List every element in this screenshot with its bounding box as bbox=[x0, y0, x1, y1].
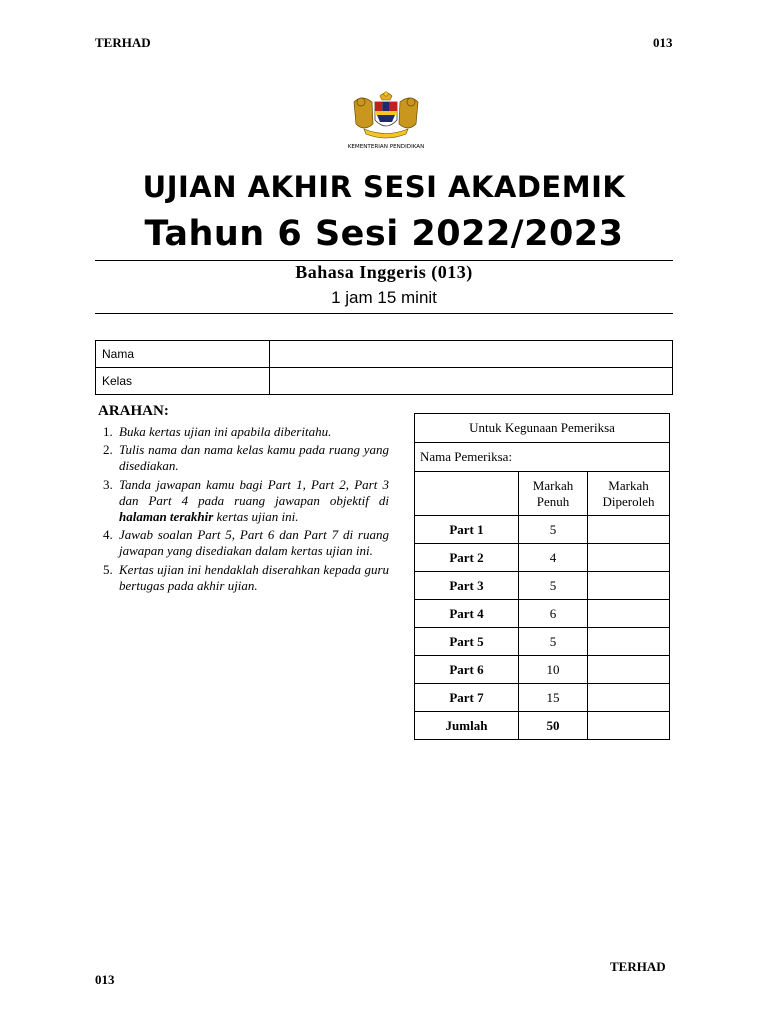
header-subject-code: 013 bbox=[653, 35, 673, 50]
instruction-item: 5. Kertas ujian ini hendaklah diserahkan kepada guru bertugas pada akhir ujian. bbox=[103, 561, 389, 593]
ministry-logo bbox=[342, 88, 430, 150]
table-row: Part 6 10 bbox=[415, 656, 670, 684]
instructions-heading: ARAHAN: bbox=[98, 403, 169, 419]
title-divider-bottom bbox=[95, 313, 673, 314]
exam-duration: 1 jam 15 minit bbox=[331, 288, 437, 307]
marks-obtained-cell[interactable] bbox=[588, 516, 670, 544]
instruction-item: 1. Buka kertas ujian ini apabila diberitahu. bbox=[103, 424, 332, 439]
header-restricted-label: TERHAD bbox=[95, 35, 151, 50]
total-label: Jumlah bbox=[415, 712, 519, 740]
table-row: Part 5 5 bbox=[415, 628, 670, 656]
exam-title: UJIAN AKHIR SESI AKADEMIK bbox=[142, 170, 626, 204]
class-label: Kelas bbox=[96, 368, 270, 395]
instruction-item: 2. Tulis nama dan nama kelas kamu pada ruang yang disediakan. bbox=[103, 442, 389, 474]
marks-obtained-cell[interactable] bbox=[588, 628, 670, 656]
coat-of-arms-icon bbox=[342, 88, 430, 150]
subject-name: Bahasa Inggeris (013) bbox=[295, 262, 473, 282]
table-row: Part 3 5 bbox=[415, 572, 670, 600]
instructions-list bbox=[103, 424, 389, 596]
marks-obtained-cell[interactable] bbox=[588, 544, 670, 572]
marks-obtained-cell[interactable] bbox=[588, 656, 670, 684]
footer-subject-code: 013 bbox=[95, 972, 115, 987]
title-divider-top bbox=[95, 260, 673, 261]
marks-obtained-cell[interactable] bbox=[588, 684, 670, 712]
exam-year-session: Tahun 6 Sesi 2022/2023 bbox=[144, 214, 624, 254]
table-row: Part 1 5 bbox=[415, 516, 670, 544]
total-obtained-cell[interactable] bbox=[588, 712, 670, 740]
name-label: Nama bbox=[96, 341, 270, 368]
total-row bbox=[415, 712, 670, 740]
examiner-use-title: Untuk Kegunaan Pemeriksa bbox=[415, 414, 670, 443]
examiner-marks-table bbox=[414, 413, 670, 740]
student-info-table bbox=[95, 340, 673, 395]
marks-obtained-cell[interactable] bbox=[588, 600, 670, 628]
col-full-marks: Markah Penuh bbox=[519, 472, 588, 516]
table-row: Part 4 6 bbox=[415, 600, 670, 628]
instruction-item: 3. Tanda jawapan kamu bagi Part 1, Part 2, Part 3 dan Part 4 pada ruang jawapan objektif di halaman terakhir kertas ujian ini. bbox=[103, 476, 389, 525]
emphasis-last-page: halaman terakhir bbox=[119, 509, 214, 525]
table-row: Part 2 4 bbox=[415, 544, 670, 572]
name-field[interactable] bbox=[270, 341, 673, 368]
class-field[interactable] bbox=[270, 368, 673, 395]
logo-caption: KEMENTERIAN PENDIDIKAN bbox=[347, 144, 425, 150]
instruction-item: 4. Jawab soalan Part 5, Part 6 dan Part 7 di ruang jawapan yang disediakan dalam kertas ujian ini. bbox=[103, 527, 389, 559]
table-row: Part 7 15 bbox=[415, 684, 670, 712]
total-full-marks: 50 bbox=[519, 712, 588, 740]
col-marks-obtained: Markah Diperoleh bbox=[588, 472, 670, 516]
marks-obtained-cell[interactable] bbox=[588, 572, 670, 600]
examiner-name-field[interactable]: Nama Pemeriksa: bbox=[415, 443, 670, 472]
footer-restricted-label: TERHAD bbox=[610, 959, 666, 974]
